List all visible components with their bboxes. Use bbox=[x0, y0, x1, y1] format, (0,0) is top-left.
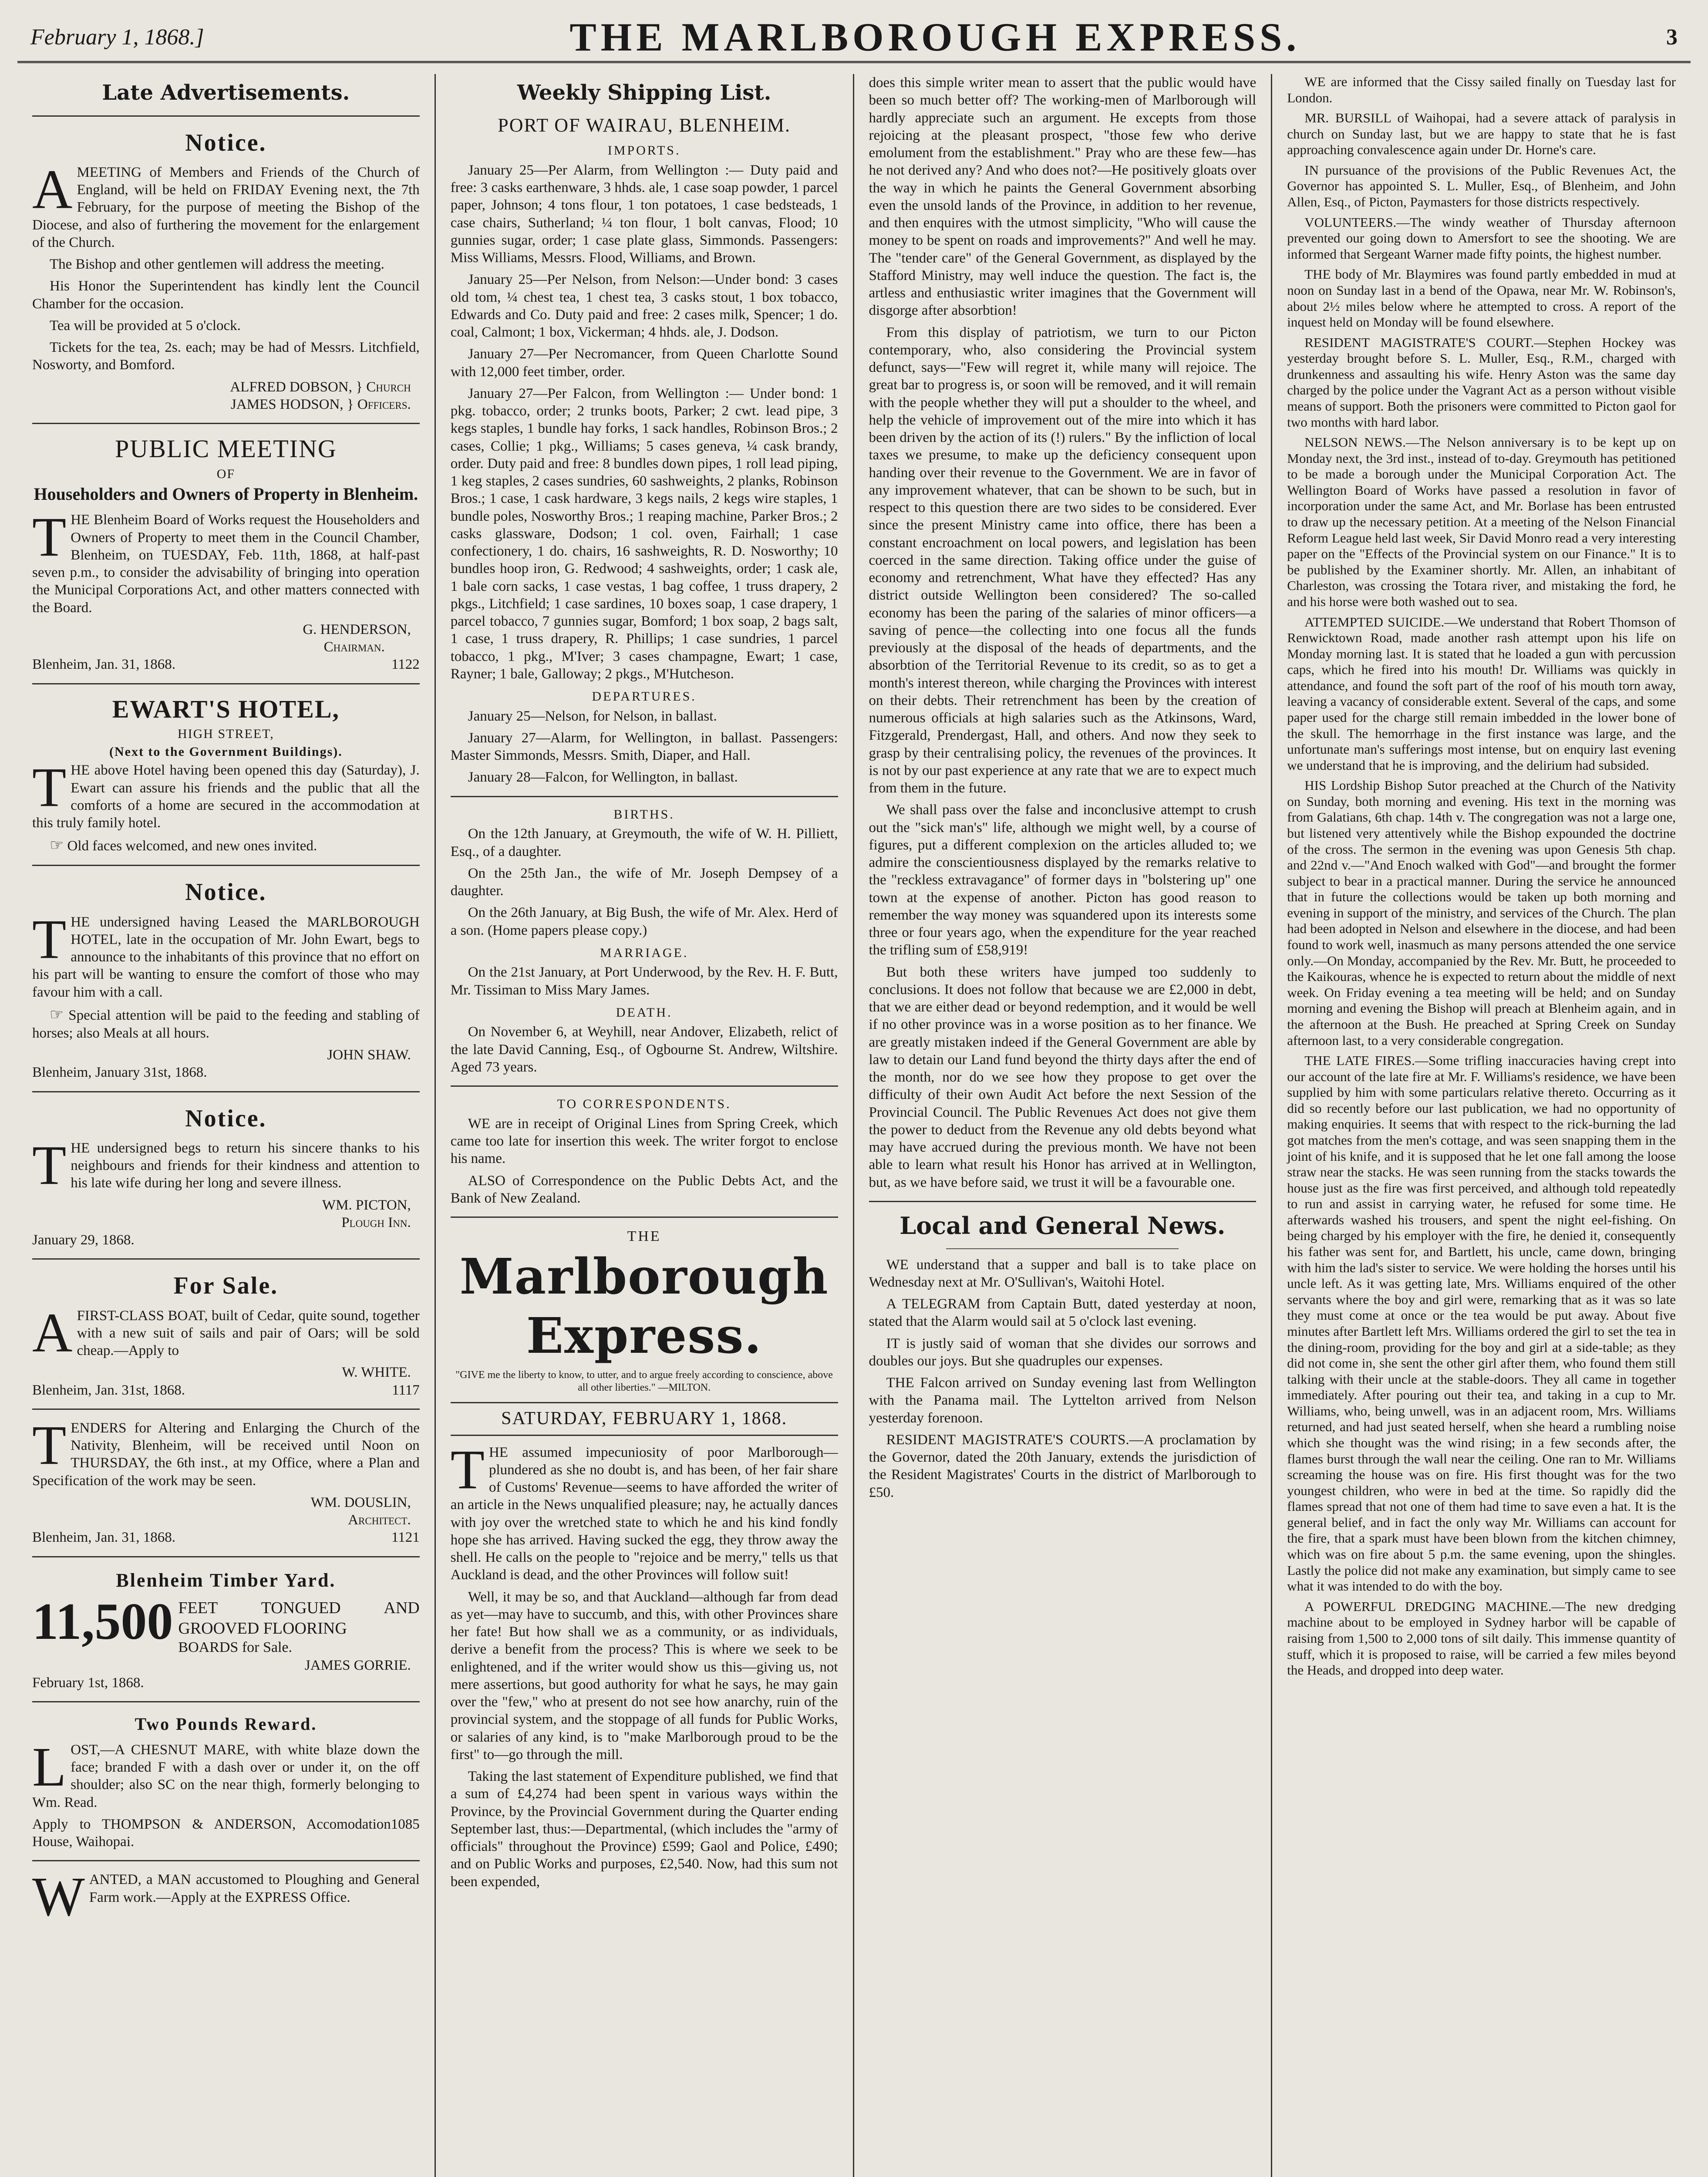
hotel-heading: EWART'S HOTEL, bbox=[112, 694, 340, 723]
divider bbox=[32, 1556, 420, 1557]
column-advertisements bbox=[17, 74, 436, 2177]
date-line: February 1st, 1868. bbox=[32, 1675, 144, 1691]
divider bbox=[32, 1258, 420, 1260]
import-entry: January 27—Per Falcon, from Wellington :— Under bond: 1 pkg. tobacco, order; 2 trunks boots, Parker; 2 cwt. lead pipe, 3 kegs staples, 1 bundle hay forks, 1 sack handles, Robinson Bros.; 2 cases, Collie; 1 pkg., Williams; 5 cases geneva, ¼ cask brandy, order. Duty paid and free: 8 bundles down pipes, 1 roll lead piping, 1 keg staples, 2 cases sundries, 60 sashweights, 2 planks, Robinson Bros.; 1 case, 1 cask hardware, 3 kegs nails, 2 kegs wire staples, 1 bundle poles, Nosworthy Bros.; 1 reaping machine, Parker Bros.; 2 casks glassware, Dodson; 1 col. oven, Fairhall; 1 case confectionery, 1 do. chairs, 16 sashweights, R. D. Nosworthy; 10 bundles hoop iron, G. Redwood; 4 sashweights, order; 1 cask ale, 1 bale corn sacks, 1 case vestas, 1 bag coffee, 1 truss drapery, 2 pkgs., Litchfield; 1 case sardines, 10 boxes soap, 1 case drapery, 1 parcel tobacco, 7 gunnies sugar, Bomford; 1 box soap, 2 bags salt, 1 case, 1 truss drapery, R. Phillips; 1 case sundries, 1 parcel tobacco, 1 pkg., M'Iver; 3 cases champagne, Ewart; 1 case, Rayner; 1 bale, Galloway; 2 pkgs., M'Hutcheson. bbox=[450, 385, 838, 682]
wanted-body: WANTED, a MAN accustomed to Ploughing and General Farm work.—Apply at the EXPRESS Office. bbox=[32, 1866, 420, 1928]
news-item: WE are informed that the Cissy sailed finally on Tuesday last for London. bbox=[1287, 74, 1676, 105]
news-item: RESIDENT MAGISTRATE'S COURTS.—A proclamation by the Governor, dated the 20th January, extends the jurisdiction of the Resident Magistrates' Courts in the district of Marlborough to £50. bbox=[869, 1432, 1257, 1500]
editorial-paragraph: Taking the last statement of Expenditure published, we find that a sum of £4,274 had been spent in various ways within the Province, by the Provincial Government during the Quarter ending September last, thus:—Departmental, (which includes the "army of officials" throughout the Province) £599; Gaol and Police, £490; and on Public Works and purposes, £2,540. Now, had this sum not been expended, bbox=[450, 1769, 838, 1890]
editorial-paragraph: THE assumed impecuniosity of poor Marlborough—plundered as she no doubt is, and has been, of her fair share of Customs' Revenue—seems to have afforded the writer of an article in the News unqualified pleasure; nay, he actually dances with joy over the wretched state to which he and his kind fondly hope she has arrived. Having sucked the egg, they throw away the shell. He calls on the people to "rejoice and be merry," tells us that Auckland is dead, and the other Provinces will follow suit! bbox=[450, 1438, 838, 1583]
timber-ad bbox=[32, 1598, 420, 1656]
page-header bbox=[17, 13, 1691, 63]
divider bbox=[451, 1217, 838, 1218]
news-item: THE LATE FIRES.—Some trifling inaccuracies having crept into our account of the late fire at Mr. F. Williams's residence, we have been supplied by him with some particulars relative thereto. Occurring as it did so recently before our last publication, we had no opportunity of making enquiries. It seems that with respect to the rick-burning the lad got matches from the men's cottage, and was seen snapping them in the joint of his knife, and it is supposed that he let one fall among the loose straw near the stacks. He was seen running from the stacks towards the house just as the fire was first perceived, and although told repeatedly to run and assist in carrying water, he refused for some time. He afterwards washed his trousers, and spent the night eel-fishing. On being charged by his employer with the fire, he denied it, consequently his father was sent for, and Bartlett, his uncle, came down, bringing with him the lad's sister to service. We were holding the horses until his uncle left. As it was getting late, Mrs. Williams enquired of the other servants where the boy and girl were, remarking that as it was so late they must come at once or the tea would be put away. About five minutes after Bartlett left Mrs. Williams ordered the girl to set the tea in the dining-room, providing for the boy and girl at a side-table; as they did not come in, she sent the other girl after them, who found them still talking with their uncle at the stable-doors. They all came in together immediately. After pouring out their tea, and taking in a cup to Mr. Williams, who, being unwell, was in an adjacent room, Mrs. Williams returned, and had just seated herself, when she heard a rumbling noise which she thought was the wind rising; in a few seconds after, the flames burst through the wall near the ceiling. One ran to Mr. Williams screaming the house was on fire. His first thought was for the two youngest children, who were in bed at the time. So rapidly did the flames spread that not one of them had time to save even a hat. It is the general belief, and in fact the only way Mr. Williams can account for the fire, that a spark must have been blown from the kitchen chimney, which was on fire about 5 p.m. the same evening, upon the shingles. Lastly the police did not make any examination, but simply came to see what it was intended to do with the boy. bbox=[1287, 1053, 1676, 1594]
notice-body: AMEETING of Members and Friends of the Church of England, will be held on FRIDAY Evening next, the 7th February, for the purpose of meeting the Bishop of the Diocese, and also of furthering the movement for the enlargement of the Church. bbox=[32, 158, 420, 250]
news-item: HIS Lordship Bishop Sutor preached at the Church of the Nativity on Sunday, both morning and evening. His text in the morning was from Galatians, 6th chap. 14th v. The congregation was not a large one, but listened very attentively while the Bishop expounded the doctrine of the cross. The sermon in the evening was upon Genesis 5th chap. and 22nd v.—"And Enoch walked with God"—and brought the former subject to bear in a practical manner. During the service he announced that in future the collections would be taken up both morning and evening in support of the ministry, and services of the Church. The plan had been adopted in Nelson and elsewhere in the diocese, and had been found to work well, inasmuch as many persons attended the one service only.—On Monday, accompanied by the Rev. Mr. Butt, he proceeded to the Kaikouras, whence he is expected to return about the middle of next week. On Friday evening a tea meeting will be held; and on Sunday morning and evening the Bishop will preach at Blenheim again, and in the afternoon at the Bush. He preached at Spring Creek on Sunday afternoon last, to a very considerable congregation. bbox=[1287, 778, 1676, 1048]
hotel-next-to: (Next to the Government Buildings). bbox=[109, 744, 343, 759]
departures-label: DEPARTURES. bbox=[592, 689, 697, 704]
departure-entry: January 27—Alarm, for Wellington, in ballast. Passengers: Master Simmonds, Messrs. Smith, Diaper, and Hall. bbox=[450, 730, 838, 764]
column-editorial bbox=[854, 74, 1273, 2177]
imports-label: IMPORTS. bbox=[607, 143, 681, 158]
birth-entry: On the 12th January, at Greymouth, the wife of W. H. Pilliett, Esq., of a daughter. bbox=[450, 826, 838, 859]
news-item: IT is justly said of woman that she divides our sorrows and doubles our joys. But she quadruples our expenses. bbox=[869, 1335, 1257, 1369]
notice-paragraph: Tea will be provided at 5 o'clock. bbox=[50, 317, 241, 334]
divider bbox=[32, 1860, 420, 1861]
section-title: Late Advertisements. bbox=[102, 81, 350, 105]
divider bbox=[32, 1091, 420, 1092]
signature-role: Architect. bbox=[348, 1512, 411, 1528]
dateline-row bbox=[32, 1382, 420, 1399]
births-label: BIRTHS. bbox=[613, 807, 675, 822]
notice-paragraph: His Honor the Superintendent has kindly lent the Council Chamber for the occasion. bbox=[32, 278, 420, 312]
column-shipping bbox=[436, 74, 854, 2177]
hotel-paragraph bbox=[32, 836, 420, 855]
divider bbox=[32, 115, 420, 117]
departure-entry: January 25—Nelson, for Nelson, in ballast. bbox=[468, 708, 717, 724]
columns bbox=[17, 74, 1691, 2177]
signature-place: Plough Inn. bbox=[341, 1214, 411, 1230]
date-line: Blenheim, Jan. 31, 1868. bbox=[32, 657, 176, 673]
timber-heading: Blenheim Timber Yard. bbox=[116, 1569, 336, 1591]
meeting-heading: PUBLIC MEETING bbox=[115, 435, 337, 463]
for-sale-body: AFIRST-CLASS BOAT, built of Cedar, quite sound, together with a new suit of sails and pair of Oars; will be sold cheap.—Apply to bbox=[32, 1301, 420, 1364]
for-sale-heading: For Sale. bbox=[173, 1272, 279, 1300]
divider bbox=[946, 1248, 1179, 1249]
column-news bbox=[1272, 74, 1691, 2177]
correspondents-entry: ALSO of Correspondence on the Public Debts Act, and the Bank of New Zealand. bbox=[450, 1173, 838, 1206]
editorial-paragraph: does this simple writer mean to assert that the public would have been so much better off? The working-men of Marlborough will hardly appreciate such an argument. He excepts from those rejoicing at the pleasant prospect, "those few who derive emolument from the establishment." Pray who are these few—has he not derived any? And who does not?—He positively gloats over the way in which he paints the General Government absorbing even the unsold lands of the Province, in addition to her revenue, and then enquires with the utmost simplicity, "Who will cause the money to be spent on roads and improvements?" And well he may. The "tender care" of the General Government, as displayed by the Stafford Ministry, may well induce the question. The fact is, the artless and enthusiastic writer imagines that the Government will disgorge after absorbtion! bbox=[869, 75, 1257, 319]
news-item: RESIDENT MAGISTRATE'S COURT.—Stephen Hockey was yesterday brought before S. L. Muller, Esq., R.M., charged with drunkenness and assaulting his wife. Henry Aston was the same day charged by the police under the Vagrant Act as a person without visible means of support. Both the prisoners were committed to Picton gaol for two months with hard labor. bbox=[1287, 334, 1676, 430]
notice-heading: Notice. bbox=[185, 1105, 267, 1132]
masthead-the: THE bbox=[627, 1228, 661, 1245]
hotel-paragraph-text: Old faces welcomed, and new ones invited. bbox=[67, 838, 317, 854]
import-entry: January 25—Per Alarm, from Wellington :— Duty paid and free: 3 casks earthenware, 3 hhds. ale, 1 case soap powder, 1 parcel paper, Johnson; 4 tons flour, 1 ton potatoes, 1 case bedsteads, 1 case chairs, Sutherland; ¼ ton flour, 1 bolt canvas, Flood; 10 gunnies sugar, order; 1 case plate glass, Simmonds. Passengers: Miss Williams, Messrs. Flood, Williams, and Brown. bbox=[450, 162, 838, 266]
news-item: ATTEMPTED SUICIDE.—We understand that Robert Thomson of Renwicktown Road, made another rash attempt upon his life on Monday morning last. It is stated that he loaded a gun with percussion caps, which he fired into his mouth! Dr. Williams was quickly in attendance, and found the soft part of the roof of his mouth torn away, leaving a vacancy of considerable extent. Several of the caps, and some paper used for the charge still remain imbedded in the lower bone of the skull. The hemorrhage in the first instance was large, and the unfortunate man's sufferings most intense, but on enquiry last evening we understand that he is improving, and the delirium had subsided. bbox=[1287, 614, 1676, 773]
divider bbox=[32, 683, 420, 684]
meeting-of: OF bbox=[216, 466, 236, 481]
signature: JOHN SHAW. bbox=[327, 1047, 411, 1063]
section-title: Weekly Shipping List. bbox=[517, 81, 771, 105]
news-item: MR. BURSILL of Waihopai, had a severe attack of paralysis in church on Sunday last, but we are happy to state that he is fast approaching convalescence again under Dr. Horne's care. bbox=[1287, 110, 1676, 158]
signature: JAMES GORRIE. bbox=[304, 1657, 411, 1673]
notice-heading: Notice. bbox=[185, 879, 267, 906]
news-item: IN pursuance of the provisions of the Public Revenues Act, the Governor has appointed S. L. Muller, Esq., of Blenheim, and John Allen, Esq., of Picton, Paymasters for those districts respectively. bbox=[1287, 162, 1676, 210]
notice-heading: Notice. bbox=[185, 129, 267, 156]
correspondents-label: TO CORRESPONDENTS. bbox=[557, 1097, 731, 1112]
news-item: NELSON NEWS.—The Nelson anniversary is to be kept up on Monday next, the 3rd inst., instead of to-day. Greymouth has petitioned to be made a borough under the Municipal Corporation Act. The Wellington Board of Works have passed a resolution in favor of incorporation under the same Act, and Mr. Borlase has been entrusted to draw up the necessary petition. At a meeting of the Nelson Financial Reform League held last week, Sir David Monro read a very interesting paper on the "Effects of the Provincial system on our Finance." It is to be published by the Examiner shortly. Mr. Allen, an inhabitant of Charleston, was crossing the Totara river, and mistaking the ford, he and his horse were both washed out to sea. bbox=[1287, 435, 1676, 609]
notice-paragraph bbox=[32, 1005, 420, 1042]
news-item: A POWERFUL DREDGING MACHINE.—The new dredging machine about to be employed in Sydney harbor will be capable of raising from 1,500 to 2,000 tons of silt daily. This immense quantity of stuff, which it is proposed to raise, will be carried a few miles beyond the Heads, and dropped into deep water. bbox=[1287, 1598, 1676, 1678]
ad-reference: 1121 bbox=[391, 1530, 420, 1546]
newspaper-title: THE MARLBOROUGH EXPRESS. bbox=[569, 15, 1301, 59]
reward-heading: Two Pounds Reward. bbox=[135, 1714, 317, 1734]
signature: JAMES HODSON, } Officers. bbox=[231, 396, 411, 412]
date-line: January 29, 1868. bbox=[32, 1232, 135, 1248]
masthead: Marlborough Express. bbox=[459, 1248, 829, 1365]
signature: WM. PICTON, bbox=[322, 1197, 411, 1213]
notice-body: THE undersigned having Leased the MARLBOROUGH HOTEL, late in the occupation of Mr. John Ewart, begs to announce to the inhabitants of this province that no effort on his part will be wanting to ensure the comfort of those who may favour him with a call. bbox=[32, 908, 420, 1000]
marriage-entry: On the 21st January, at Port Underwood, by the Rev. H. F. Butt, Mr. Tissiman to Miss Mary James. bbox=[450, 964, 838, 998]
date-line: Blenheim, January 31st, 1868. bbox=[32, 1065, 207, 1081]
dateline-row bbox=[32, 656, 420, 673]
notice-body: THE undersigned begs to return his sincere thanks to his neighbours and friends for their kindness and attention to his late wife during her long and severe illness. bbox=[32, 1134, 420, 1196]
divider bbox=[451, 796, 838, 797]
editorial-paragraph: Well, it may be so, and that Auckland—although far from dead as yet—may have to succumb, and this, with other Provinces share her fate! But how shall we as a community, or as individuals, derive a benefit from the process? This is where we seek to be enlightened, and if the writer would show us this—giving us, not mere assertions, but good authority for what he says, he may gain over the "few," who at present do not see how anarchy, ruin of the provincial system, and the stoppage of all funds for Public Works, or salaries of any kind, is to "make Marlborough proud to be the first" to—go through the mill. bbox=[450, 1589, 838, 1762]
editorial-paragraph: We shall pass over the false and inconclusive attempt to crush out the "sick man's" life, although we might well, by a course of figures, put a different complexion on the articles alluded to; we admire the conscientiousness displayed by the remarks relative to the "reckless extravagance" of former days in "bolstering up" one town at the expense of another. Picton has good reason to remember the way money was squandered upon its interests some three or four years ago, when the expenditure for the year reached the trifling sum of £58,919! bbox=[869, 802, 1257, 958]
timber-line: FEET TONGUED AND GROOVED FLOORING bbox=[178, 1599, 420, 1638]
reward-row bbox=[32, 1816, 420, 1851]
date-line: Blenheim, Jan. 31, 1868. bbox=[32, 1530, 176, 1546]
header-date: February 1, 1868.] bbox=[30, 24, 204, 50]
signature-role: Chairman. bbox=[323, 639, 385, 655]
birth-entry: On the 25th Jan., the wife of Mr. Joseph Dempsey of a daughter. bbox=[450, 865, 838, 899]
divider bbox=[32, 865, 420, 866]
news-item: THE Falcon arrived on Sunday evening last from Wellington with the Panama mail. The Lyttelton arrived from Nelson yesterday forenoon. bbox=[869, 1375, 1257, 1426]
issue-dateline: SATURDAY, FEBRUARY 1, 1868. bbox=[451, 1402, 838, 1436]
meeting-body: THE Blenheim Board of Works request the Householders and Owners of Property to meet them in the Council Chamber, Blenheim, on TUESDAY, Feb. 11th, 1868, at half-past seven p.m., to consider the advisability of bringing into operation the Municipal Corporations Act, and other matters connected with the Board. bbox=[32, 506, 420, 616]
notice-paragraph: Tickets for the tea, 2s. each; may be had of Messrs. Litchfield, Nosworty, and Bomford. bbox=[32, 340, 420, 373]
divider bbox=[32, 1409, 420, 1410]
news-item: A TELEGRAM from Captain Butt, dated yesterday at noon, stated that the Alarm would sail at 5 o'clock last evening. bbox=[869, 1296, 1257, 1330]
news-item: THE body of Mr. Blaymires was found partly embedded in mud at noon on Sunday last in a bend of the Opawa, near Mr. W. Robinson's, about 2½ miles below where he attempted to cross. A report of the inquest held on Monday will be found elsewhere. bbox=[1287, 266, 1676, 330]
dateline-row bbox=[32, 1529, 420, 1546]
departure-entry: January 28—Falcon, for Wellington, in ballast. bbox=[468, 769, 738, 785]
ad-reference: 1085 bbox=[391, 1816, 420, 1832]
timber-quantity: 11,500 bbox=[32, 1598, 173, 1651]
ad-reference: 1122 bbox=[391, 657, 420, 673]
date-line: Blenheim, Jan. 31st, 1868. bbox=[32, 1382, 185, 1398]
news-item: VOLUNTEERS.—The windy weather of Thursday afternoon prevented our going down to Amersfort to see the shooting. We are informed that Sergeant Warner made fifty points, the highest number. bbox=[1287, 214, 1676, 262]
pointing-hand-icon: ☞ bbox=[50, 836, 64, 854]
signature: G. HENDERSON, bbox=[303, 621, 411, 637]
divider bbox=[32, 423, 420, 424]
timber-line: BOARDS for Sale. bbox=[178, 1639, 292, 1656]
notice-paragraph: The Bishop and other gentlemen will address the meeting. bbox=[50, 256, 384, 273]
tenders-body: TENDERS for Altering and Enlarging the Church of the Nativity, Blenheim, will be received until Noon on THURSDAY, the 6th inst., at my Office, where a Plan and Specification of the work may be seen. bbox=[32, 1414, 420, 1489]
hotel-body: THE above Hotel having been opened this day (Saturday), J. Ewart can assure his friends and the public that all the comforts of a home are secured in the accommodation at this truly family hotel. bbox=[32, 756, 420, 831]
reward-body: LOST,—A CHESNUT MARE, with white blaze down the face; branded F with a dash over or under it, on the off shoulder; also SC on the near thigh, formerly belonging to Wm. Read. bbox=[32, 1736, 420, 1810]
divider bbox=[451, 1085, 838, 1087]
port-title: PORT OF WAIRAU, BLENHEIM. bbox=[498, 114, 791, 136]
divider bbox=[32, 1701, 420, 1702]
reward-paragraph: Apply to THOMPSON & ANDERSON, Accomodation House, Waihopai. bbox=[32, 1816, 391, 1850]
ad-reference: 1117 bbox=[392, 1382, 420, 1398]
signature: WM. DOUSLIN, bbox=[310, 1494, 411, 1510]
news-item: WE understand that a supper and ball is to take place on Wednesday next at Mr. O'Sullivan's, Waitohi Hotel. bbox=[869, 1257, 1257, 1290]
pointing-hand-icon: ☞ bbox=[50, 1005, 64, 1023]
birth-entry: On the 26th January, at Big Bush, the wife of Mr. Alex. Herd of a son. (Home papers please copy.) bbox=[450, 905, 838, 938]
motto: "GIVE me the liberty to know, to utter, and to argue freely according to conscience, above all other liberties." —MILTON. bbox=[455, 1369, 833, 1394]
notice-paragraph-text: Special attention will be paid to the feeding and stabling of horses; also Meals at all hours. bbox=[32, 1007, 420, 1041]
page-number: 3 bbox=[1666, 24, 1678, 50]
import-entry: January 25—Per Nelson, from Nelson:—Under bond: 3 cases old tom, ¼ chest tea, 1 chest tea, 3 casks stout, 1 box tobacco, Edwards and Co. Duty paid and free: 2 cases milk, Spencer; 1 do. coal, Calmont; 1 box, Vickerman; 4 hhds. ale, J. Dodson. bbox=[450, 272, 838, 340]
editorial-paragraph: But both these writers have jumped too suddenly to conclusions. It does not follow that because we are £2,000 in debt, that we are either dead or beyond redemption, and it would be well if no other province was in a worse position as to her finance. We are greatly mistaken indeed if the General Government are able by law to detain our Land fund beyond the thirty days after the end of the month, nor do we see how they propose to get over the difficulty of their own Audit Act before the next Session of the Provincial Council. The Public Revenues Act does not give them the power to deduct from the Revenue any old debts beyond what may have accrued during the previous month. We have not been able to learn what result his Honor has arrived at in Wellington, but, as we have before said, we trust it will be a favourable one. bbox=[869, 964, 1257, 1190]
correspondents-entry: WE are in receipt of Original Lines from Spring Creek, which came too late for insertion this week. The writer forgot to enclose his name. bbox=[450, 1115, 838, 1167]
death-entry: On November 6, at Weyhill, near Andover, Elizabeth, relict of the late David Canning, Esq., of Ogbourne St. Andrew, Wiltshire. Aged 73 years. bbox=[450, 1024, 838, 1075]
editorial-paragraph: From this display of patriotism, we turn to our Picton contemporary, who, also considering the Provincial system defunct, says—"Few will regret it, while many will rejoice. The great bar to progress is, or soon will be removed, and it will remain with the people whether they will put a shoulder to the wheel, and help the vehicle of improvement out of the mire into which it has been driven by the action of its (!) rulers." By the infliction of local taxes we presume, to make up the deficiency consequent upon handing over their revenue to the Government. We are in favor of any improvement whatever, that can be shown to be such, but in respect to this question there are two sides to be considered. Ever since the present Ministry came into office, there has been a constant encroachment on local powers, and legislation has been coerced in the same direction. Taking office under the guise of economy and retrenchment, What have they effected? Has any district outside Wellington been considered? The so-called economy has been the paring of the salaries of minor officers—a saving of pence—the collecting into one focus all the funds previously at the disposal of the heads of departments, and the absorbtion of the Territorial Revenue to its credit, so as to get a month's interest thereon, while charging the Provinces with interest on their debts. Their retrenchment has been by the creation of numerous officials at high salaries such as the Atkinsons, Ward, Fitzgerald, Prendergast, Hall, and others. And now they seek to grasp by their centralising policy, the revenues of the provinces. It is not by our past experience at any rate that we are to expect much from them in the future. bbox=[869, 324, 1257, 796]
signature: ALFRED DOBSON, } Church bbox=[230, 379, 411, 395]
divider bbox=[869, 1201, 1257, 1202]
signature: W. WHITE. bbox=[342, 1365, 411, 1381]
meeting-subheading: Householders and Owners of Property in Blenheim. bbox=[34, 484, 418, 504]
death-label: DEATH. bbox=[616, 1005, 673, 1020]
import-entry: January 27—Per Necromancer, from Queen Charlotte Sound with 12,000 feet timber, order. bbox=[450, 346, 838, 380]
local-news-heading: Local and General News. bbox=[899, 1211, 1226, 1240]
marriage-label: MARRIAGE. bbox=[600, 945, 689, 960]
hotel-street: HIGH STREET, bbox=[177, 727, 274, 741]
